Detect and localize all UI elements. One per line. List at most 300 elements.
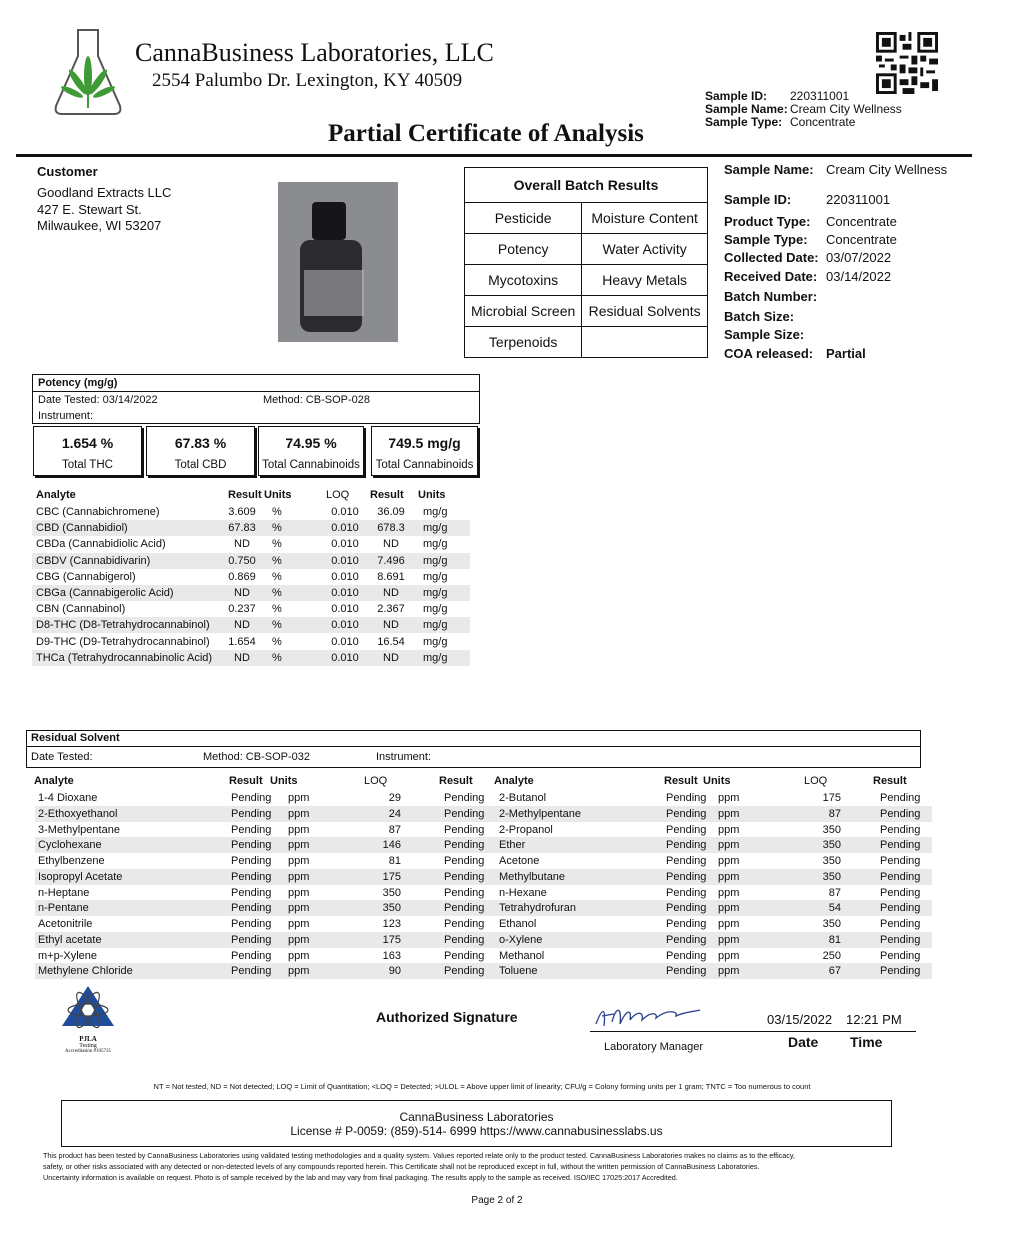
potency-method: Method: CB-SOP-028 [263, 394, 370, 406]
cell: 0.010 [331, 651, 359, 664]
page-number: Page 2 of 2 [471, 1195, 523, 1206]
footer-lab-name: CannaBusiness Laboratories [399, 1110, 554, 1124]
cell: ppm [288, 807, 310, 820]
customer-heading: Customer [37, 164, 98, 179]
column-header: LOQ [364, 775, 388, 787]
cell: ND [383, 538, 399, 551]
disclaimer-line: This product has been tested by CannaBusiness Laboratories using validated testing methodologies and a quality system. Values reported relate only to the product tested. CannaBusiness Laboratories makes no claims as to the efficacy, [43, 1151, 795, 1160]
cell: CBD (Cannabidiol) [36, 522, 128, 535]
signature-image [592, 1002, 704, 1032]
cell: 81 [828, 933, 841, 946]
sample-info-value: 220311001 [826, 192, 891, 207]
cell: Toluene [499, 965, 538, 978]
cell: ND [383, 587, 399, 599]
potency-kpi-label: Total Cannabinoids [375, 459, 474, 471]
solvent-row [35, 885, 932, 901]
cell: mg/g [423, 603, 448, 616]
cell: 250 [822, 949, 841, 962]
cell: D9-THC (D9-Tetrahydrocannabinol) [36, 635, 210, 648]
cell: Ethanol [499, 918, 537, 930]
footer-box [61, 1100, 892, 1147]
cell: ND [383, 619, 399, 632]
cell: 87 [828, 886, 841, 899]
column-header: Units [418, 489, 446, 501]
potency-kpi-label: Total Cannabinoids [262, 459, 360, 471]
cell: ppm [288, 792, 310, 804]
cell: Pending [880, 902, 921, 915]
solvent-row [35, 790, 932, 806]
cell: Ethylbenzene [38, 855, 105, 867]
cell: 350 [382, 902, 401, 915]
pjla-name: PJLA [79, 1035, 97, 1043]
cell: Pending [231, 855, 272, 867]
cell: Pending [444, 839, 485, 852]
cell: 24 [388, 807, 401, 820]
time-label: Time [850, 1034, 883, 1050]
cell: Pending [231, 886, 272, 899]
cell: mg/g [423, 506, 448, 518]
cell: 0.010 [331, 603, 359, 616]
cell: % [272, 554, 282, 567]
cell: 3-Methylpentane [38, 823, 120, 836]
cell: 2-Butanol [499, 792, 547, 804]
cell: Pending [880, 965, 921, 978]
customer-name: Goodland Extracts LLC [37, 185, 172, 200]
column-header: LOQ [804, 775, 828, 787]
cell: ND [234, 538, 250, 551]
cell: 90 [388, 965, 401, 978]
potency-kpi-label: Total THC [62, 459, 113, 471]
sample-info-row [724, 309, 826, 324]
cell: mg/g [423, 522, 448, 535]
cell: 7.496 [377, 554, 405, 567]
cell: Isopropyl Acetate [38, 870, 123, 883]
cell: ND [234, 651, 250, 664]
cell: 0.010 [331, 619, 359, 632]
cell: % [272, 522, 282, 535]
cell: Pending [880, 949, 921, 962]
cell: mg/g [423, 554, 448, 567]
cell: 87 [828, 807, 841, 820]
sample-info-label: Batch Size: [724, 309, 795, 324]
cell: 0.010 [331, 506, 359, 518]
cell: 350 [382, 886, 401, 899]
batch-cell [582, 327, 708, 358]
batch-cell: Residual Solvents [582, 296, 708, 327]
cell: 87 [388, 823, 401, 836]
customer-city: Milwaukee, WI 53207 [37, 218, 162, 233]
solvent-row [35, 806, 932, 822]
cell: Pending [880, 823, 921, 836]
cell: Pending [880, 792, 921, 804]
cell: Pending [231, 823, 272, 836]
cell: Pending [444, 886, 485, 899]
cell: THCa (Tetrahydrocannabinolic Acid) [36, 651, 213, 664]
batch-cell: Pesticide [465, 203, 582, 234]
cell: Pending [444, 855, 485, 867]
cell: Acetone [499, 855, 540, 867]
cell: Pending [231, 839, 272, 852]
column-header: Analyte [34, 775, 74, 787]
page-title: Partial Certificate of Analysis [328, 120, 644, 147]
solvent-row [35, 853, 932, 869]
cell: % [272, 619, 282, 632]
cell: ppm [288, 933, 310, 946]
cell: 350 [822, 870, 841, 883]
sample-info-row [724, 250, 891, 265]
cell: ppm [718, 807, 740, 820]
qr-code-icon[interactable] [876, 32, 938, 94]
cell: % [272, 538, 282, 551]
cell: % [272, 506, 282, 518]
signature-label: Authorized Signature [376, 1009, 518, 1025]
batch-cell: Microbial Screen [465, 296, 582, 327]
cell: % [272, 603, 282, 616]
cell: ppm [718, 870, 740, 883]
cell: Methylene Chloride [38, 965, 133, 978]
cell: mg/g [423, 570, 448, 583]
sample-info-value: Concentrate [826, 232, 897, 247]
sample-info-value: 03/07/2022 [826, 250, 892, 265]
cell: ppm [718, 902, 740, 915]
cell: ND [234, 587, 250, 599]
cell: 146 [382, 839, 401, 852]
cell: Pending [231, 870, 272, 883]
cell: 350 [822, 918, 841, 930]
cell: n-Heptane [38, 886, 90, 899]
cell: ppm [288, 965, 310, 978]
cell: Pending [444, 870, 485, 883]
column-header: Units [270, 775, 298, 787]
column-header: Result [439, 775, 473, 787]
cell: Pending [231, 792, 272, 804]
cell: Pending [444, 807, 485, 820]
potency-kpi [33, 426, 142, 476]
cell: Pending [444, 918, 485, 930]
cell: ppm [718, 839, 740, 852]
cell: 175 [382, 933, 401, 946]
footer-license: License # P-0059: (859)-514- 6999 https://www.cannabusinesslabs.us [290, 1124, 663, 1138]
cell: Pending [666, 839, 707, 852]
sample-info-value: Cream City Wellness [826, 162, 948, 177]
cell: 2-Propanol [499, 823, 553, 836]
cell: 2-Ethoxyethanol [38, 807, 118, 820]
cell: 16.54 [377, 635, 405, 648]
customer-street: 427 E. Stewart St. [37, 202, 142, 217]
sample-info-label: Sample Type: [724, 232, 808, 247]
cell: 0.010 [331, 587, 359, 599]
sample-info-label: Received Date: [724, 269, 818, 284]
cell: Ethyl acetate [38, 933, 102, 946]
pjla-logo [56, 982, 120, 1054]
sample-info-label: Sample Size: [724, 327, 805, 342]
cell: 175 [822, 792, 841, 804]
solvent-row [35, 963, 932, 979]
sample-info-label: Sample ID: [724, 192, 792, 207]
potency-header-box [32, 374, 480, 424]
solvent-table-header [0, 773, 1024, 789]
potency-row [32, 504, 470, 520]
solvent-row [35, 869, 932, 885]
sample-info-row [724, 192, 890, 207]
cell: 1.654 [228, 635, 256, 648]
column-header: Result [228, 489, 262, 501]
cell: ppm [718, 965, 740, 978]
cell: ppm [288, 839, 310, 852]
potency-row [32, 650, 470, 666]
cell: ppm [288, 870, 310, 883]
cell: Pending [231, 965, 272, 978]
cell: Pending [666, 886, 707, 899]
cell: ppm [288, 855, 310, 867]
sample-info-value: Partial [826, 346, 866, 361]
cell: mg/g [423, 538, 448, 551]
cell: Pending [444, 933, 485, 946]
cell: 29 [388, 792, 401, 804]
potency-row [32, 634, 470, 650]
cell: 0.010 [331, 554, 359, 567]
cell: ppm [288, 902, 310, 915]
batch-cell: Moisture Content [582, 203, 708, 234]
cell: Pending [231, 918, 272, 930]
cell: Pending [444, 792, 485, 804]
cell: ppm [288, 886, 310, 899]
disclaimer-line: safety, or other risks associated with any detected or non-detected levels of any compounds reported herein. This Certificate shall not be reproduced except in full, without the written permission of CannaBusiness Laboratories. [43, 1162, 760, 1171]
potency-row [32, 520, 470, 536]
cell: CBG (Cannabigerol) [36, 570, 136, 583]
cell: CBN (Cannabinol) [36, 603, 126, 616]
sample-info-label: COA released: [724, 346, 814, 361]
signature-time: 12:21 PM [846, 1012, 902, 1027]
potency-row [32, 569, 470, 585]
cell: ppm [288, 823, 310, 836]
potency-kpi [258, 426, 364, 476]
cell: Pending [666, 870, 707, 883]
cell: Pending [666, 933, 707, 946]
cell: 1-4 Dioxane [38, 792, 98, 804]
potency-heading: Potency (mg/g) [38, 377, 118, 389]
cell: ppm [718, 792, 740, 804]
sample-info-row [724, 214, 897, 229]
column-header: Result [370, 489, 404, 501]
batch-cell: Potency [465, 234, 582, 265]
cell: 175 [382, 870, 401, 883]
cell: n-Pentane [38, 902, 89, 915]
cell: Pending [231, 807, 272, 820]
potency-kpi-value: 1.654 % [61, 435, 114, 451]
lab-name: CannaBusiness Laboratories, LLC [135, 38, 494, 67]
cell: 0.869 [228, 570, 256, 583]
legend-note: NT = Not tested, ND = Not detected; LOQ = Limit of Quantitation; <LOQ = Detected; >ULOL = Above upper limit of linearity; CFU/g = Colony forming units per 1 gram; TNTC = Too numerous to count [153, 1082, 811, 1091]
cell: 350 [822, 855, 841, 867]
disclaimer-line: Uncertainty information is available on request. Photo is of sample received by the lab and may vary from final packaging. The results apply to the sample as received. ISO/IEC 17025:2017 Accredited. [43, 1173, 678, 1182]
sample-info-row [724, 232, 897, 247]
sample-info-row [724, 346, 866, 361]
sample-info-row [724, 289, 826, 304]
header-meta: Sample ID: 220311001 Sample Name: Cream City Wellness Sample Type: Concentrate [705, 89, 902, 129]
sample-info-label: Collected Date: [724, 250, 819, 265]
potency-kpi-value: 67.83 % [174, 435, 227, 451]
potency-row [32, 553, 470, 569]
potency-kpi-value: 74.95 % [285, 435, 337, 451]
column-header: Units [703, 775, 731, 787]
cell: 0.237 [228, 603, 256, 616]
cell: ND [383, 651, 399, 664]
cell: % [272, 570, 282, 583]
cell: Pending [880, 839, 921, 852]
cell: 81 [388, 855, 401, 867]
batch-results-table [464, 167, 708, 358]
cell: ppm [718, 949, 740, 962]
potency-kpi-label: Total CBD [174, 459, 227, 471]
pjla-number: Accreditation #105735 [65, 1049, 111, 1054]
sample-info-value: 03/14/2022 [826, 269, 892, 284]
solvent-row [35, 837, 932, 853]
cell: Pending [666, 949, 707, 962]
cell: Pending [444, 965, 485, 978]
cell: Ether [499, 839, 526, 852]
cell: % [272, 635, 282, 648]
cell: ppm [718, 933, 740, 946]
column-header: Analyte [494, 775, 534, 787]
cell: m+p-Xylene [38, 949, 98, 962]
cell: Pending [231, 933, 272, 946]
sample-info-row [724, 269, 891, 284]
batch-cell: Water Activity [582, 234, 708, 265]
cell: 0.750 [228, 554, 256, 567]
cell: Pending [666, 965, 707, 978]
cell: mg/g [423, 587, 448, 599]
potency-instrument: Instrument: [38, 410, 94, 422]
cell: mg/g [423, 635, 448, 648]
cell: 8.691 [377, 570, 405, 583]
solvent-heading: Residual Solvent [31, 732, 120, 744]
column-header: Units [264, 489, 292, 501]
cell: 350 [822, 823, 841, 836]
cell: ppm [718, 886, 740, 899]
sample-info-row [724, 162, 947, 177]
cell: Pending [880, 807, 921, 820]
potency-row [32, 601, 470, 617]
date-label: Date [788, 1034, 819, 1050]
cell: CBGa (Cannabigerolic Acid) [36, 587, 174, 599]
cell: 67.83 [228, 522, 256, 535]
cell: ppm [718, 855, 740, 867]
cell: 678.3 [377, 522, 405, 535]
cell: Pending [880, 870, 921, 883]
sample-info-row [724, 327, 826, 342]
cell: Pending [880, 933, 921, 946]
cell: Pending [444, 902, 485, 915]
solvent-method: Method: CB-SOP-032 [203, 751, 310, 763]
cell: ppm [718, 918, 740, 930]
cell: 2-Methylpentane [499, 807, 581, 820]
cell: n-Hexane [499, 886, 547, 899]
batch-cell: Heavy Metals [582, 265, 708, 296]
solvent-instrument: Instrument: [376, 751, 432, 763]
sample-info-label: Batch Number: [724, 289, 818, 304]
cell: Pending [666, 807, 707, 820]
cell: 350 [822, 839, 841, 852]
sample-info-label: Sample Name: [724, 162, 814, 177]
cell: Pending [231, 949, 272, 962]
sample-photo [278, 182, 398, 342]
sample-info-label: Product Type: [724, 214, 811, 229]
cell: Pending [880, 855, 921, 867]
cell: Pending [666, 823, 707, 836]
cell: 2.367 [377, 603, 405, 616]
potency-date: Date Tested: 03/14/2022 [38, 394, 158, 406]
potency-table-header [32, 487, 470, 503]
cell: 3.609 [228, 506, 256, 518]
cell: Methylbutane [499, 870, 566, 883]
pjla-sub: Testing [79, 1043, 97, 1049]
cell: ND [234, 619, 250, 632]
cell: 0.010 [331, 635, 359, 648]
batch-cell: Terpenoids [465, 327, 582, 358]
solvent-row [35, 948, 932, 964]
signature-role: Laboratory Manager [604, 1041, 704, 1053]
cell: Pending [880, 918, 921, 930]
column-header: Result [664, 775, 698, 787]
lab-logo [50, 26, 126, 116]
cell: % [272, 587, 282, 599]
sample-info-value: Concentrate [826, 214, 897, 229]
column-header: Result [873, 775, 907, 787]
potency-row [32, 536, 470, 552]
pjla-icon [56, 982, 120, 1030]
cell: Pending [880, 886, 921, 899]
signature-date: 03/15/2022 [767, 1012, 833, 1027]
cell: Acetonitrile [38, 918, 93, 930]
cell: Pending [666, 855, 707, 867]
potency-kpi-value: 749.5 mg/g [388, 435, 461, 451]
cell: ppm [288, 949, 310, 962]
cell: Pending [444, 949, 485, 962]
cell: 0.010 [331, 522, 359, 535]
lab-address: 2554 Palumbo Dr. Lexington, KY 40509 [152, 70, 463, 91]
cell: Pending [666, 918, 707, 930]
cell: 0.010 [331, 570, 359, 583]
solvent-date: Date Tested: [31, 751, 93, 763]
potency-kpi [146, 426, 255, 476]
batch-cell: Mycotoxins [465, 265, 582, 296]
cell: % [272, 651, 282, 664]
potency-kpi [371, 426, 478, 476]
cell: Methanol [499, 949, 545, 962]
potency-row [32, 617, 470, 633]
solvent-header-box [26, 730, 921, 768]
cell: D8-THC (D8-Tetrahydrocannabinol) [36, 619, 210, 632]
cell: 36.09 [377, 506, 405, 518]
cell: 67 [828, 965, 841, 978]
header-divider [16, 154, 972, 157]
cell: Pending [666, 902, 707, 915]
cell: ppm [718, 823, 740, 836]
column-header: Analyte [36, 489, 76, 501]
batch-heading: Overall Batch Results [465, 168, 708, 203]
cell: CBC (Cannabichromene) [36, 506, 160, 518]
cell: 54 [828, 902, 841, 915]
cell: Cyclohexane [38, 839, 102, 852]
cell: o-Xylene [499, 933, 543, 946]
cell: Tetrahydrofuran [499, 902, 577, 915]
cell: mg/g [423, 651, 448, 664]
cell: CBDa (Cannabidiolic Acid) [36, 538, 166, 551]
cell: 0.010 [331, 538, 359, 551]
cell: Pending [231, 902, 272, 915]
column-header: Result [229, 775, 263, 787]
